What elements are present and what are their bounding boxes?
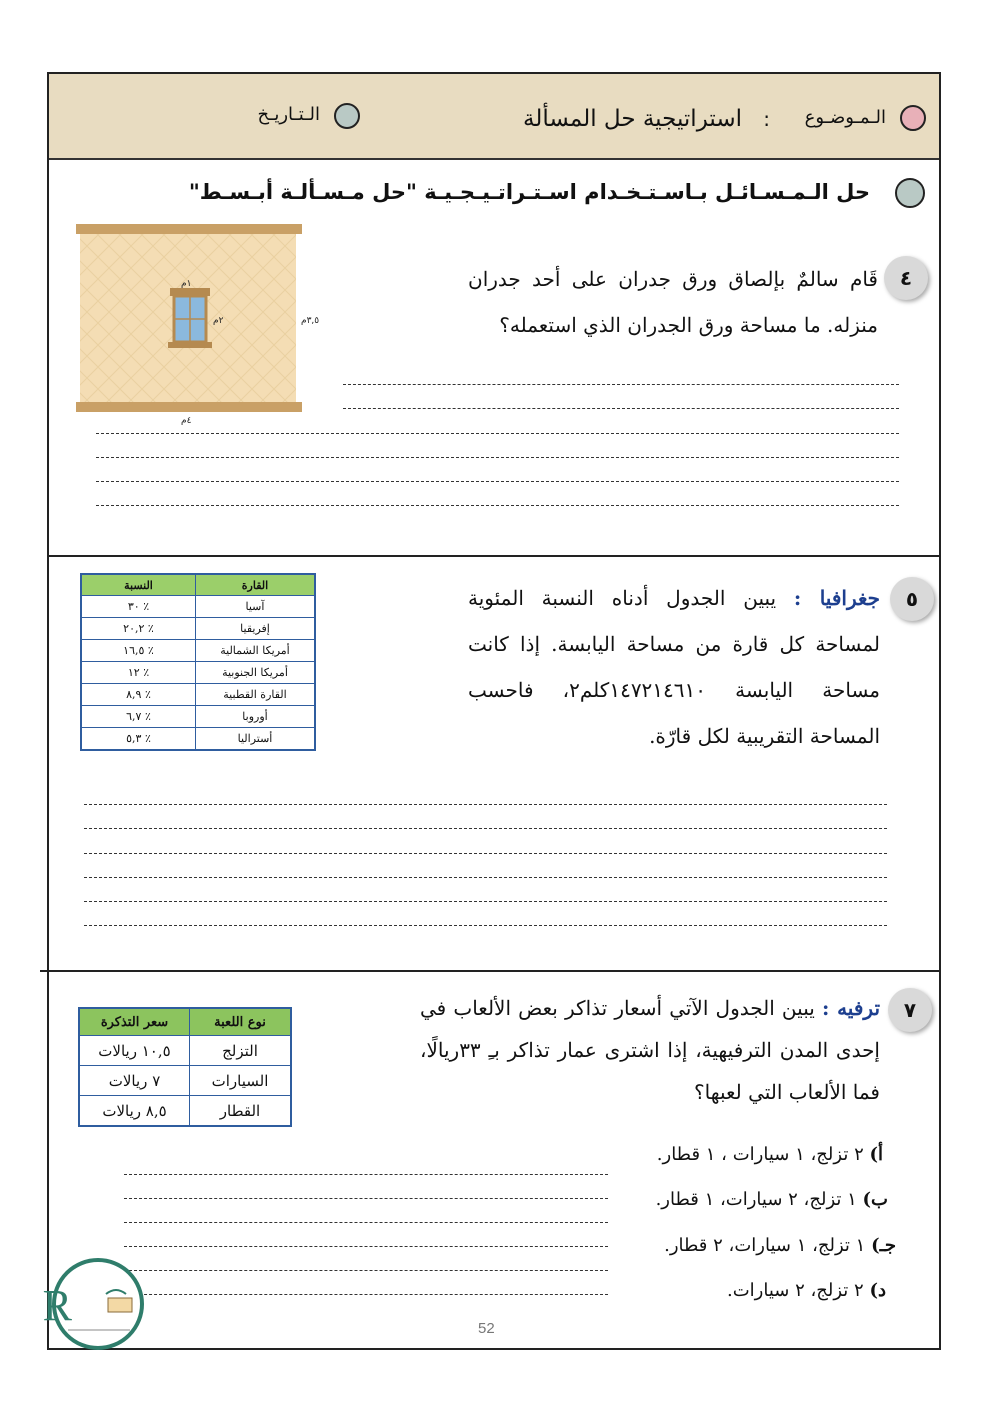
top-molding xyxy=(76,224,302,234)
q4-answer-line[interactable] xyxy=(96,457,899,458)
table-row xyxy=(81,684,315,706)
option-b[interactable] xyxy=(656,1189,888,1210)
q7-answer-line[interactable] xyxy=(124,1246,608,1247)
q4-text: قَام سالمٌ بإلصاق ورق جدران على أحد جدران منزله. ما مساحة ورق الجدران الذي استعمله؟ xyxy=(468,267,878,337)
table-cell: ١٠,٥ ريالات xyxy=(79,1036,190,1066)
wall-height-label: ٣,٥م xyxy=(301,316,320,326)
q7-keyword: ترفيه : xyxy=(821,996,881,1020)
table-cell: ٪ ١٦,٥ xyxy=(81,640,196,662)
table-cell: القطار xyxy=(190,1096,292,1127)
q7-text: يبين الجدول الآتي أسعار تذاكر بعض الألعاب في إحدى المدن الترفيهية، إذا اشترى عمار تذاكر بـِ ٣٣ريالًا، فما الألعاب التي لعبها؟ xyxy=(420,996,880,1104)
q4-answer-line[interactable] xyxy=(343,384,899,385)
section-divider xyxy=(40,970,940,972)
q7-answer-line[interactable] xyxy=(124,1222,608,1223)
table-row xyxy=(81,618,315,640)
table-cell: إفريقيا xyxy=(196,618,316,640)
table-cell: ٪ ١٢ xyxy=(81,662,196,684)
q5-text: يبين الجدول أدناه النسبة المئوية لمساحة كل قارة من مساحة اليابسة. إذا كانت مساحة اليابسة ١٤٧٢١٤٦١٠كلم٢، فاحسب المساحة التقريبية لكل قارّة. xyxy=(468,586,880,748)
table-header: نوع اللعبة xyxy=(190,1008,292,1036)
table-cell: أستراليا xyxy=(196,728,316,751)
q4-answer-line[interactable] xyxy=(96,433,899,434)
table-row xyxy=(81,662,315,684)
q4-answer-line[interactable] xyxy=(343,408,899,409)
table-cell: التزلج xyxy=(190,1036,292,1066)
table-row xyxy=(81,640,315,662)
table-cell: السيارات xyxy=(190,1066,292,1096)
date-label: الـتـاريـخ xyxy=(257,104,320,125)
q5-answer-line[interactable] xyxy=(84,877,887,878)
page-number: 52 xyxy=(478,1320,495,1337)
continents-table xyxy=(80,573,316,751)
table-row xyxy=(81,706,315,728)
table-cell: ٪ ٣٠ xyxy=(81,596,196,618)
q4-answer-line[interactable] xyxy=(96,481,899,482)
q5-answer-line[interactable] xyxy=(84,804,887,805)
topic-value[interactable]: استراتيجية حل المسألة xyxy=(523,106,742,132)
table-cell: ٪ ٦,٧ xyxy=(81,706,196,728)
table-cell: القارة القطبية xyxy=(196,684,316,706)
table-cell: أمريكا الشمالية xyxy=(196,640,316,662)
wall-width-label: ٤م xyxy=(181,416,192,426)
section-divider xyxy=(47,555,940,557)
topic-separator: : xyxy=(763,107,770,131)
table-cell: ٪ ٥,٣ xyxy=(81,728,196,751)
table-cell: ٨,٥ ريالات xyxy=(79,1096,190,1127)
table-row xyxy=(79,1066,291,1096)
option-d[interactable] xyxy=(727,1280,886,1301)
topic-label: الـمـوضـوع xyxy=(804,107,886,128)
q7-answer-line[interactable] xyxy=(124,1198,608,1199)
topic-dot-icon xyxy=(900,105,926,131)
q5-paragraph xyxy=(468,575,880,759)
svg-text:R: R xyxy=(42,1281,72,1330)
q4-number-badge: ٤ xyxy=(884,256,928,300)
table-cell: أوروبا xyxy=(196,706,316,728)
option-label: د) xyxy=(869,1280,886,1301)
q7-paragraph xyxy=(420,987,880,1113)
section-title: حل الـمـسـائـل بـاسـتـخـدام اسـتـراتـيـجـيـة "حل مـسـألـة أبـسـط" xyxy=(188,180,870,204)
option-a[interactable] xyxy=(657,1144,883,1165)
q7-number-badge: ٧ xyxy=(888,988,932,1032)
logo-emblem xyxy=(42,1258,148,1352)
q7-answer-line[interactable] xyxy=(124,1294,608,1295)
q5-answer-line[interactable] xyxy=(84,828,887,829)
q7-answer-line[interactable] xyxy=(124,1174,608,1175)
bottom-molding xyxy=(76,402,302,412)
option-text: ١ تزلج، ٢ سيارات، ١ قطار. xyxy=(655,1189,857,1210)
ticket-prices-table xyxy=(78,1007,292,1127)
q7-answer-line[interactable] xyxy=(124,1270,608,1271)
q5-answer-line[interactable] xyxy=(84,901,887,902)
table-cell: آسيا xyxy=(196,596,316,618)
option-text: ١ تزلج، ١ سيارات، ٢ قطار. xyxy=(664,1235,866,1256)
window-width-label: ١م xyxy=(181,279,192,289)
table-cell: ٪ ٨,٩ xyxy=(81,684,196,706)
title-dot-icon xyxy=(895,178,925,208)
table-header: سعر التذكرة xyxy=(79,1008,190,1036)
option-c[interactable] xyxy=(664,1235,896,1256)
table-cell: ٧ ريالات xyxy=(79,1066,190,1096)
table-row xyxy=(79,1036,291,1066)
q5-answer-line[interactable] xyxy=(84,925,887,926)
table-header: القارة xyxy=(196,574,316,596)
table-cell: أمريكا الجنوبية xyxy=(196,662,316,684)
table-row xyxy=(81,728,315,751)
window-height-label: ٢م xyxy=(213,316,224,326)
option-text: ٢ تزلج، ٢ سيارات. xyxy=(726,1280,864,1301)
option-label: أ) xyxy=(869,1144,883,1165)
table-cell: ٪ ٢٠,٢ xyxy=(81,618,196,640)
q5-number-badge: ٥ xyxy=(890,577,934,621)
table-row xyxy=(81,596,315,618)
option-label: جـ) xyxy=(871,1235,896,1256)
q5-keyword: جغرافيا : xyxy=(793,586,881,610)
date-dot-icon xyxy=(334,103,360,129)
table-row xyxy=(79,1096,291,1127)
q4-answer-line[interactable] xyxy=(96,505,899,506)
q5-answer-line[interactable] xyxy=(84,853,887,854)
table-header: النسبة xyxy=(81,574,196,596)
option-label: ب) xyxy=(862,1189,888,1210)
option-text: ٢ تزلج، ١ سيارات ، ١ قطار. xyxy=(656,1144,864,1165)
